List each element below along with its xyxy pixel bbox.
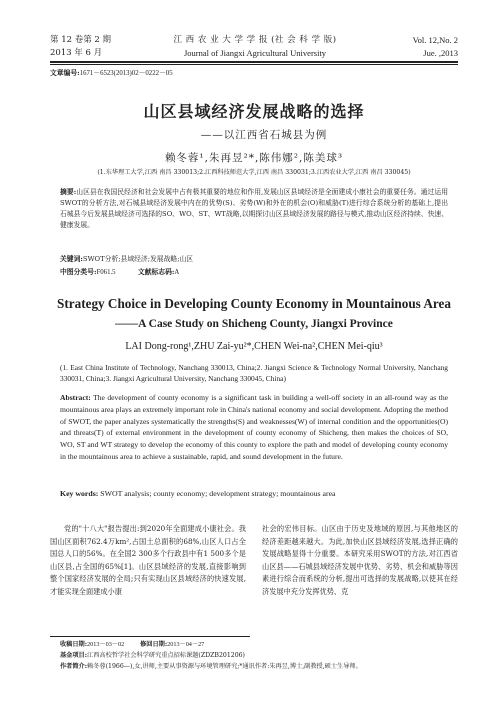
date-en: Jue. ,2013	[423, 48, 458, 58]
abstract-en-text: The development of county economy is a significant task in building a well-off society in an all-round way as the mountainous area plays an extremely important role in China's national economy and social development. Adopting the method of SWOT, the paper analyzes systematically the strengths(S) and weaknesses(W) of internal condition and the opportunities(O) and threats(T) of external environment in the development of county economy of Shicheng, then makes the choices of SO, WO, ST and WT strategy to develop the economy of this county to explore the path and model of developing county economy in the mountainous area to achieve a sustainable, rapid, and sound development in the future.	[60, 393, 449, 461]
keywords-en-label: Key words:	[60, 489, 99, 498]
journal-title-en: Journal of Jiangxi Agricultural University	[183, 48, 327, 58]
header-rule	[50, 61, 458, 63]
classification-cn	[60, 267, 448, 278]
title-cn: 山区县域经济发展战略的选择	[143, 102, 365, 121]
date-cn: 2013 年 6 月	[50, 48, 103, 58]
footnote-author	[60, 662, 458, 672]
authors-cn: 赖冬蓉¹,朱再昱²*,陈伟娜²,陈美球³	[164, 152, 344, 164]
revised-date: 2013－04－27	[167, 641, 205, 648]
article-number-label: 文章编号:	[50, 69, 80, 77]
abstract-en-label: Abstract:	[60, 393, 91, 402]
footnote-fund	[60, 651, 458, 661]
fund-label: 基金项目:	[60, 652, 88, 659]
article-number-value: 1671－6523(2013)02－0222－05	[79, 70, 173, 77]
subtitle-en: ——A Case Study on Shicheng County, Jiangxi Province	[115, 318, 393, 330]
fund-text: 江西高校哲学社会科学研究重点招标课题(ZDZB201206)	[87, 652, 245, 659]
body-right-column: 社会的宏伟目标。山区由于历史及地域的原因,与其他地区的经济差距越来越大。为此,加快山区县域经济发展,选择正确的发展战略显得十分重要。本研究采用SWOT的方法,对江西省山区县——石城县域经济发展中优势、劣势、机会和威胁等因素进行综合而系统的分析,提出可选择的发展战略,以使其在经济发展中充分发挥优势、克	[262, 524, 458, 596]
affiliations-cn: (1.东华理工大学,江西 南昌 330013;2.江西科技师范大学,江西 南昌 330031;3.江西农业大学,江西 南昌 330045)	[97, 169, 411, 176]
author-bio-label: 作者简介:	[60, 663, 88, 670]
received-date: 2013－03－02	[87, 641, 125, 648]
keywords-cn-label: 关键词:	[60, 255, 83, 263]
doc-code-value: A	[174, 269, 180, 276]
subtitle-cn: ——以江西省石城县为例	[200, 129, 328, 141]
author-bio-text: 赖冬蓉(1966—),女,讲师,主要从事资源与环境管理研究;*通讯作者:朱再昱,博士,副教授,硕士生导师。	[87, 663, 362, 670]
volume-issue-cn: 第 12 卷第 2 期	[50, 35, 112, 45]
doc-code-label: 文献标志码:	[137, 268, 175, 276]
body-left-column: 党的"十八大"报告提出:到2020年全面建成小康社会。我国山区面积762.4万km²,占国土总面积的68%,山区人口占全国总人口的56%。在全国2 300多个行政县中有1 500多个是山区县,占全国的65%[1]。山区县域经济的发展,直接影响到整个国家经济发展的全局;只有实现山区县域经济的快速发展,才能实现全面建成小康	[50, 524, 246, 596]
authors-en: LAI Dong-rong¹,ZHU Zai-yu²*,CHEN Wei-na²,CHEN Mei-qiu³	[125, 341, 383, 352]
abstract-en	[60, 392, 448, 463]
revised-label: 修回日期:	[140, 641, 168, 648]
abstract-cn-label: 摘要:	[60, 188, 77, 196]
title-en: Strategy Choice in Developing County Economy in Mountainous Area	[57, 296, 451, 311]
journal-title-cn: 江 西 农 业 大 学 学 报 (社 会 科 学 版)	[173, 35, 337, 45]
header-rule-thin	[50, 64, 458, 65]
abstract-cn-text: 山区县在我国民经济和社会发展中占有极其重要的地位和作用,发展山区县域经济是全面建成小康社会的重要任务。通过运用SWOT的分析方法,对石城县域经济发展中内在的优势(S)、劣势(W)和外在的机会(O)和威胁(T)进行综合系统分析的基础上,提出石城县今后发展县域经济可选择的SO、WO、ST、WT战略,以期探讨山区县域经济发展的路径与模式,推动山区经济持续、快速、健康发展。	[60, 188, 448, 229]
footnote-rule	[50, 636, 250, 637]
article-number	[50, 68, 173, 79]
clc-label: 中图分类号:	[60, 268, 97, 276]
received-label: 收稿日期:	[60, 641, 88, 648]
affiliations-en: (1. East China Institute of Technology, Nanchang 330013, China;2. Jiangxi Science & Technology Normal University, Nanchang 330031, China;3. Jiangxi Agricultural University, Nanchang 330045, China)	[60, 363, 448, 384]
volume-issue-en: Vol. 12,No. 2	[412, 35, 458, 45]
keywords-cn	[60, 254, 448, 265]
keywords-en	[60, 488, 448, 500]
footnote-dates	[60, 640, 458, 650]
clc-value: F061.5	[96, 269, 116, 276]
keywords-en-text: SWOT analysis; county economy; development strategy; mountainous area	[100, 489, 336, 498]
keywords-cn-text: SWOT分析;县域经济;发展战略;山区	[82, 255, 194, 263]
abstract-cn	[60, 187, 448, 231]
